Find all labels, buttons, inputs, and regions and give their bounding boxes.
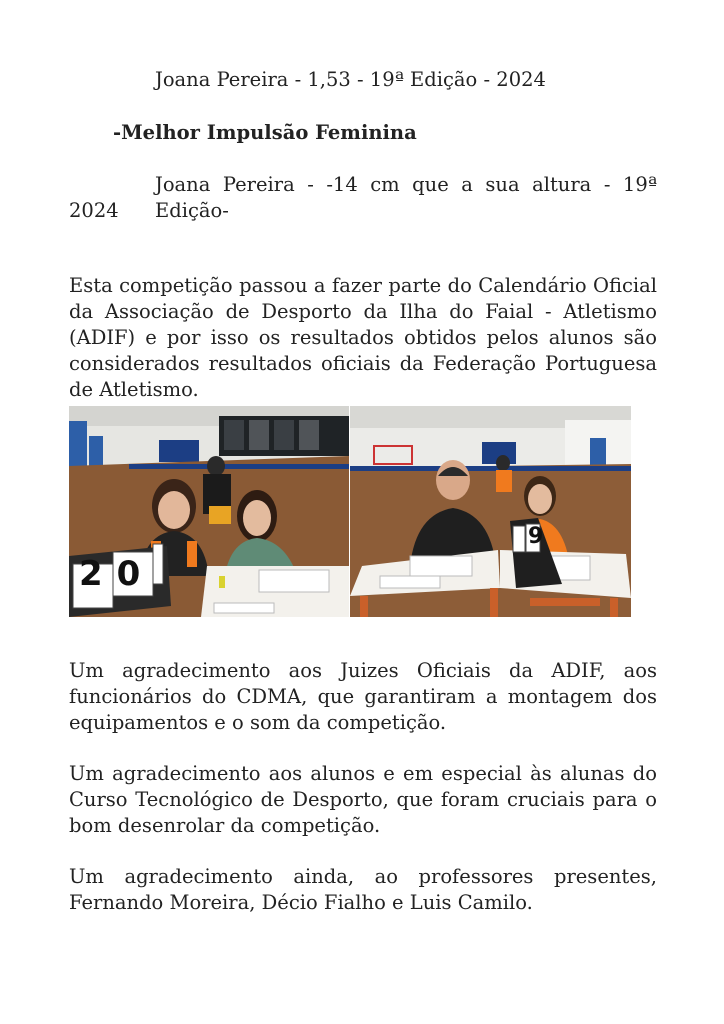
intro-paragraph: Esta competição passou a fazer parte do Calendário Oficial da Associação de Desporto da Ilha do Faial - Atletismo (ADIF) e por isso os resultados obtidos pelos alunos são considerados resultados oficiais da Federação Portuguesa de Atletismo.: [69, 274, 657, 401]
scoreboard-number-right: 9: [528, 524, 544, 549]
photo-judges-left: [69, 406, 349, 617]
thanks-paragraph-teachers: Um agradecimento ainda, ao professores presentes, Fernando Moreira, Décio Fialho e Luis Camilo.: [69, 865, 657, 914]
category-heading: -Melhor Impulsão Feminina: [113, 121, 417, 144]
scoreboard-number-left: 20: [79, 554, 155, 594]
photo-judges-right: [350, 406, 631, 617]
photo-collage: [69, 406, 631, 617]
thanks-paragraph-students: Um agradecimento aos alunos e em especial às alunas do Curso Tecnológico de Desporto, que foram cruciais para o bom desenrolar da competição.: [69, 762, 657, 837]
thanks-paragraph-judges: Um agradecimento aos Juizes Oficiais da ADIF, aos funcionários do CDMA, que garantiram a montagem dos equipamentos e o som da competição.: [69, 659, 657, 734]
result-line-impulse: Joana Pereira - -14 cm que a sua altura - 19ª Edição-: [155, 173, 657, 222]
result-line-height: Joana Pereira - 1,53 - 19ª Edição - 2024: [155, 68, 546, 91]
result-line-impulse-year: 2024: [69, 199, 119, 222]
